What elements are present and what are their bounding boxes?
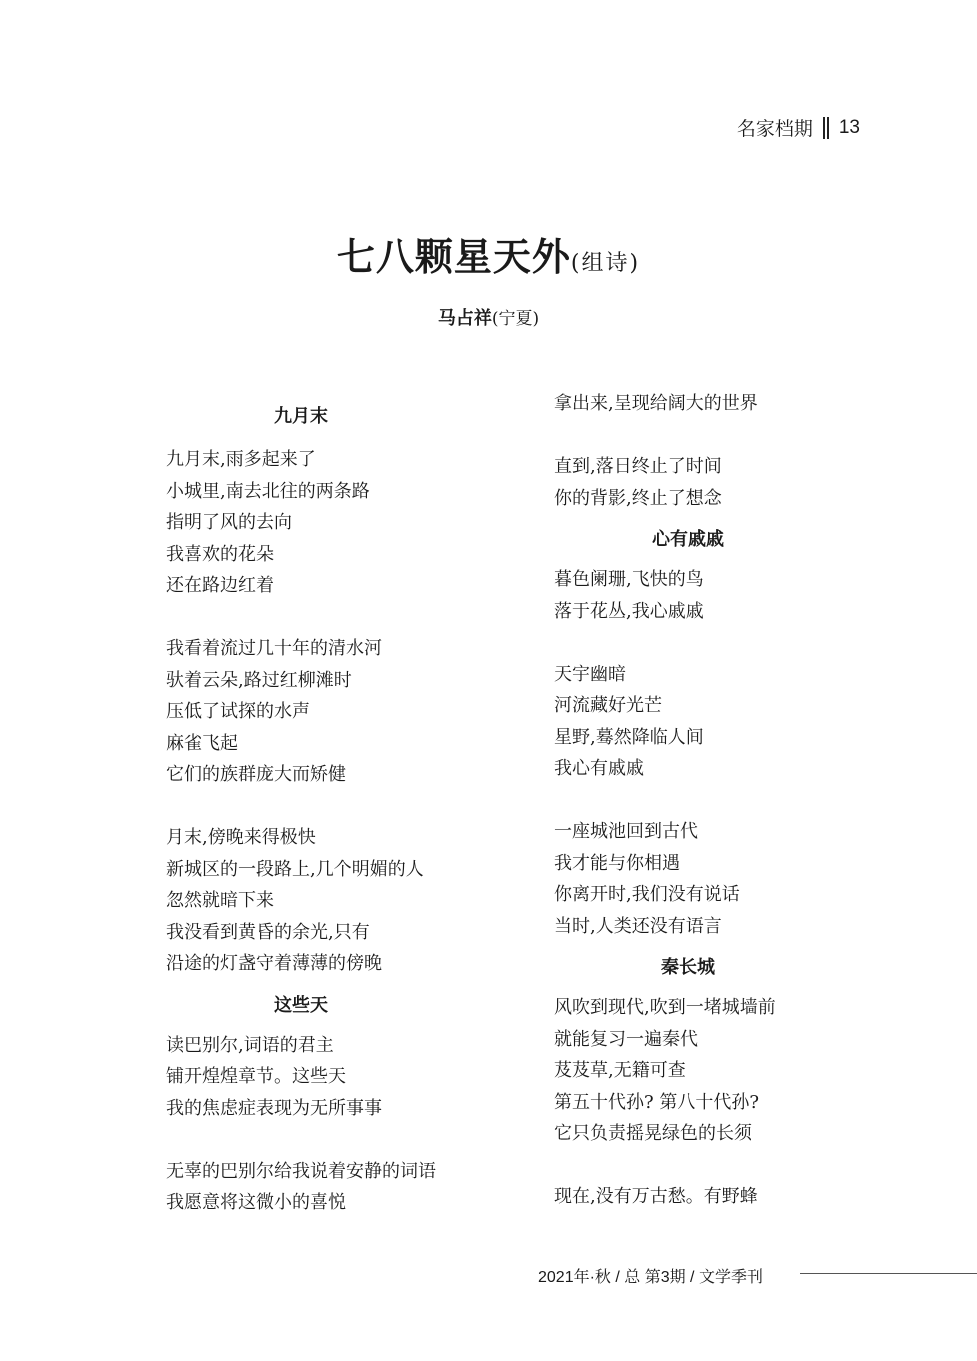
author-name: 马占祥 (437, 308, 492, 328)
poem-line: 你的背影,终止了想念 (554, 487, 722, 509)
poem-line: 就能复习一遍秦代 (554, 1028, 698, 1050)
poem-line: 风吹到现代,吹到一堵城墙前 (554, 997, 776, 1018)
footer-rule (800, 1273, 977, 1274)
stanza-break (166, 1124, 486, 1156)
title-sub: (组诗) (570, 251, 641, 276)
page-number: 13 (838, 116, 860, 138)
poem-line: 麻雀飞起 (166, 732, 238, 754)
stanza-break (554, 420, 874, 452)
author-line (0, 304, 977, 330)
section-title: 九月末 (274, 406, 328, 426)
right-column (554, 388, 874, 1213)
poem-line: 沿途的灯盏守着薄薄的傍晚 (166, 953, 382, 974)
poem-line: 现在,没有万古愁。有野蜂 (554, 1186, 758, 1207)
poem-line: 直到,落日终止了时间 (554, 456, 722, 477)
poem-line: 我看着流过几十年的清水河 (166, 638, 382, 659)
stanza-break (166, 602, 486, 634)
poem-line: 天宇幽暗 (554, 663, 626, 685)
poem-line: 当时,人类还没有语言 (554, 915, 722, 937)
poem-line: 星野,蓦然降临人间 (554, 726, 704, 748)
poem-line: 一座城池回到古代 (554, 821, 698, 842)
poem-line: 我喜欢的花朵 (166, 543, 274, 565)
header-separator (823, 117, 829, 139)
poem-line: 驮着云朵,路过红柳滩时 (166, 669, 352, 691)
poem-line: 九月末,雨多起来了 (166, 449, 316, 470)
poem-line: 还在路边红着 (166, 575, 274, 596)
stanza-break (554, 785, 874, 817)
poem-line: 你离开时,我们没有说话 (554, 884, 740, 905)
poem-line: 无辜的巴别尔给我说着安静的词语 (166, 1160, 436, 1182)
poem-line: 指明了风的去向 (166, 512, 292, 533)
footer-issue-info: 2021年·秋 / 总 第3期 / 文学季刊 (538, 1269, 763, 1286)
poem-line: 我愿意将这微小的喜悦 (166, 1192, 346, 1213)
running-header (737, 114, 860, 141)
stanza-break (554, 1150, 874, 1182)
poem-line: 第五十代孙? 第八十代孙? (554, 1091, 760, 1113)
left-column (166, 388, 486, 1219)
poem-line: 我的焦虑症表现为无所事事 (166, 1097, 382, 1119)
poem-line: 小城里,南去北往的两条路 (166, 480, 370, 502)
poem-line: 铺开煌煌章节。这些天 (166, 1066, 346, 1087)
poem-line: 月末,傍晚来得极快 (166, 827, 316, 848)
poem-line: 落于花丛,我心戚戚 (554, 600, 704, 622)
header-section-name: 名家档期 (736, 119, 813, 140)
author-region: (宁夏) (491, 309, 540, 329)
poem-line: 暮色阑珊,飞快的鸟 (554, 569, 704, 590)
poem-line: 我心有戚戚 (554, 758, 644, 779)
poem-line: 河流藏好光芒 (554, 695, 662, 716)
poem-line: 我没看到黄昏的余光,只有 (166, 921, 370, 943)
section-title: 心有戚戚 (652, 529, 724, 549)
stanza-break (166, 791, 486, 823)
poem-title (0, 226, 977, 281)
poem-line: 它们的族群庞大而矫健 (166, 764, 346, 785)
poem-line: 芨芨草,无籍可查 (554, 1060, 686, 1081)
poem-line: 忽然就暗下来 (166, 890, 274, 911)
title-main: 七八颗星天外 (336, 234, 571, 279)
poem-line: 压低了试探的水声 (166, 701, 310, 722)
poem-line: 我才能与你相遇 (554, 852, 680, 874)
section-title: 秦长城 (661, 957, 715, 977)
section-title: 这些天 (274, 994, 328, 1015)
poem-line: 它只负责摇晃绿色的长须 (554, 1123, 752, 1144)
stanza-break (554, 627, 874, 659)
poem-line: 新城区的一段路上,几个明媚的人 (166, 858, 424, 880)
poem-line: 拿出来,呈现给阔大的世界 (554, 393, 758, 414)
poem-line: 读巴别尔,词语的君主 (166, 1034, 334, 1056)
